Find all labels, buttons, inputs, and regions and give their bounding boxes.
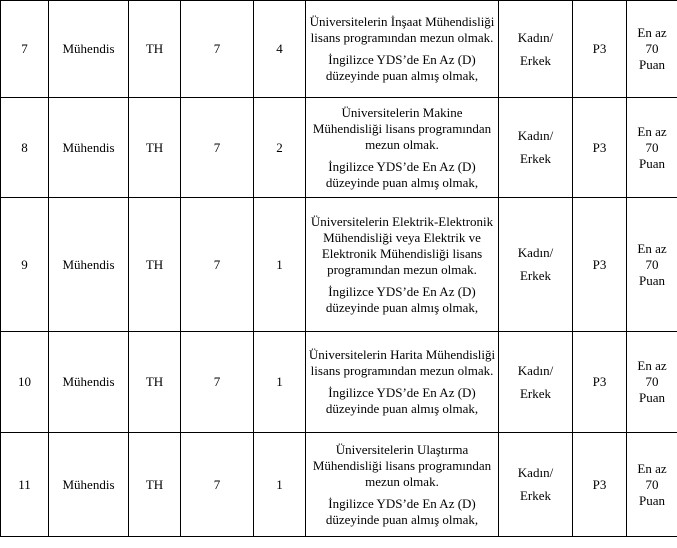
score-type: P3 — [573, 198, 627, 332]
min-score-unit: Puan — [639, 272, 665, 288]
position-class: TH — [129, 198, 181, 332]
gender-cell — [499, 1, 573, 98]
position-grade: 7 — [181, 98, 254, 198]
gender-male: Erkek — [519, 52, 552, 68]
gender-male: Erkek — [519, 488, 552, 503]
min-score-unit: Puan — [639, 390, 665, 405]
gender-male: Erkek — [519, 385, 552, 401]
min-score-prefix: En az — [637, 25, 667, 40]
min-score-value: 70 — [645, 476, 659, 492]
education-requirement: Üniversitelerin Makine Mühendisliği lisans programından mezun olmak. — [312, 104, 492, 152]
minimum-score-cell — [627, 332, 677, 433]
position-grade: 7 — [181, 433, 254, 537]
position-class: TH — [129, 1, 181, 98]
min-score-unit: Puan — [639, 57, 665, 72]
education-requirement: Üniversitelerin Ulaştırma Mühendisliği lisans programından mezun olmak. — [312, 441, 492, 489]
position-count: 4 — [254, 1, 306, 98]
position-count: 1 — [254, 332, 306, 433]
row-number: 7 — [1, 1, 49, 98]
table-row — [1, 332, 677, 433]
education-requirement: Üniversitelerin İnşaat Mühendisliği lisans programından mezun olmak. — [309, 14, 495, 45]
score-type: P3 — [573, 1, 627, 98]
position-count: 2 — [254, 98, 306, 198]
minimum-score-cell — [627, 1, 677, 98]
gender-female: Kadın/ — [517, 245, 554, 260]
position-title: Mühendis — [49, 1, 129, 98]
language-requirement: İngilizce YDS’de En Az (D) düzeyinde puan almış olmak, — [325, 52, 479, 83]
position-count: 1 — [254, 433, 306, 537]
min-score-value: 70 — [645, 256, 659, 272]
minimum-score-cell — [627, 198, 677, 332]
requirements-cell — [306, 433, 499, 537]
language-requirement: İngilizce YDS’de En Az (D) düzeyinde puan almış olmak, — [325, 283, 479, 315]
score-type: P3 — [573, 98, 627, 198]
row-number: 8 — [1, 98, 49, 198]
language-requirement: İngilizce YDS’de En Az (D) düzeyinde puan almış olmak, — [325, 158, 479, 190]
minimum-score-cell — [627, 433, 677, 537]
row-number: 10 — [1, 332, 49, 433]
min-score-prefix: En az — [637, 460, 667, 476]
table-row — [1, 433, 677, 537]
requirements-cell — [306, 332, 499, 433]
min-score-unit: Puan — [639, 155, 665, 171]
min-score-value: 70 — [645, 374, 659, 389]
position-class: TH — [129, 98, 181, 198]
position-grade: 7 — [181, 198, 254, 332]
gender-male: Erkek — [519, 268, 552, 283]
min-score-value: 70 — [645, 139, 659, 155]
min-score-value: 70 — [645, 41, 659, 56]
score-type: P3 — [573, 433, 627, 537]
education-requirement: Üniversitelerin Elektrik-Elektronik Mühendisliği veya Elektrik ve Elektronik Mühendisliği lisans programından mezun olmak. — [310, 213, 494, 277]
min-score-prefix: En az — [637, 240, 667, 256]
gender-female: Kadın/ — [517, 29, 554, 45]
requirements-cell — [306, 198, 499, 332]
position-title: Mühendis — [49, 198, 129, 332]
education-requirement: Üniversitelerin Harita Mühendisliği lisans programından mezun olmak. — [308, 347, 496, 378]
position-count: 1 — [254, 198, 306, 332]
score-type: P3 — [573, 332, 627, 433]
position-grade: 7 — [181, 332, 254, 433]
position-class: TH — [129, 332, 181, 433]
gender-cell — [499, 433, 573, 537]
gender-male: Erkek — [519, 151, 552, 166]
gender-cell — [499, 98, 573, 198]
min-score-unit: Puan — [639, 492, 665, 508]
position-title: Mühendis — [49, 332, 129, 433]
table-row — [1, 1, 677, 98]
row-number: 9 — [1, 198, 49, 332]
position-grade: 7 — [181, 1, 254, 98]
gender-cell — [499, 198, 573, 332]
requirements-cell — [306, 98, 499, 198]
min-score-prefix: En az — [637, 358, 667, 373]
gender-female: Kadın/ — [517, 128, 554, 143]
position-class: TH — [129, 433, 181, 537]
row-number: 11 — [1, 433, 49, 537]
table-row — [1, 98, 677, 198]
minimum-score-cell — [627, 98, 677, 198]
language-requirement: İngilizce YDS’de En Az (D) düzeyinde puan almış olmak, — [325, 495, 479, 527]
gender-cell — [499, 332, 573, 433]
position-title: Mühendis — [49, 98, 129, 198]
language-requirement: İngilizce YDS’de En Az (D) düzeyinde puan almış olmak, — [325, 385, 479, 416]
table-row — [1, 198, 677, 332]
requirements-cell — [306, 1, 499, 98]
position-title: Mühendis — [49, 433, 129, 537]
gender-female: Kadın/ — [517, 465, 554, 480]
min-score-prefix: En az — [637, 123, 667, 139]
gender-female: Kadın/ — [517, 362, 554, 378]
